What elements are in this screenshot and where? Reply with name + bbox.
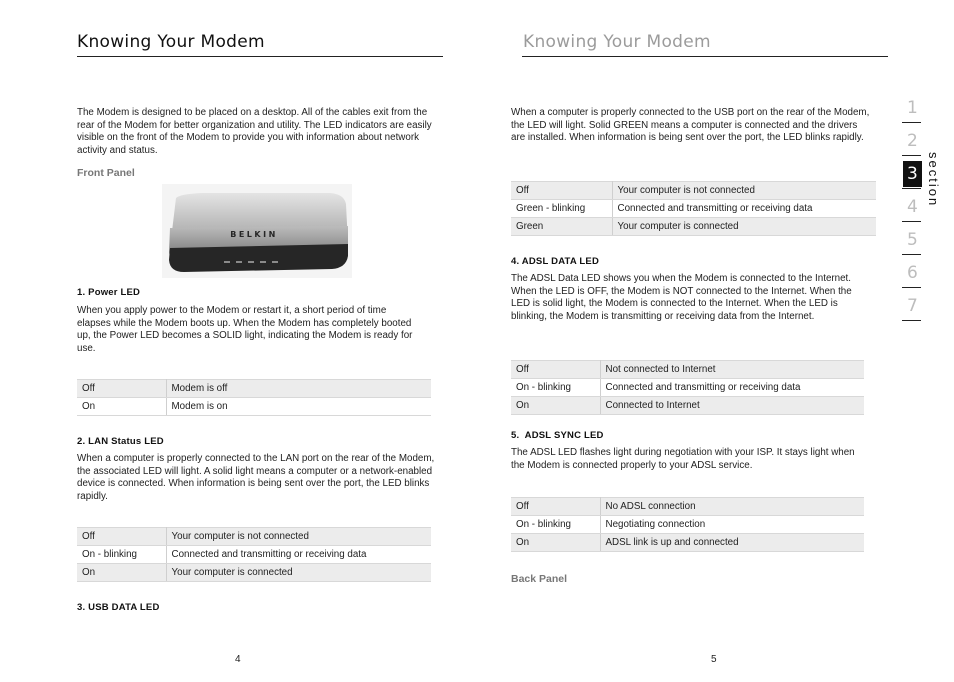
modem-brand-label: BELKIN [230,230,278,239]
led-state-cell: On [511,397,600,415]
right-title-rule [522,56,888,57]
led-meaning-cell: Connected and transmitting or receiving data [166,546,431,564]
led-meaning-cell: No ADSL connection [600,498,864,516]
section-nav [902,90,921,321]
table-row [77,398,431,416]
led-meaning-cell: Your computer is connected [612,218,876,236]
section-tab-6[interactable]: 6 [902,255,921,288]
section-tab-1[interactable]: 1 [902,90,921,123]
led-state-cell: Off [511,361,600,379]
led-state-cell: Off [511,182,612,200]
table-row [77,380,431,398]
lan-led-table [77,527,431,582]
led-state-cell: On - blinking [511,516,600,534]
adsl-sync-led-table [511,497,864,552]
section-tab-2[interactable]: 2 [902,123,921,156]
power-led-text: When you apply power to the Modem or restart it, a short period of time elapses while the Modem boots up. When the Modem has completely booted up, the Power LED becomes a SOLID light, indicating the Modem is ready for use. [77,305,413,354]
left-page-title: Knowing Your Modem [77,32,265,52]
section-tab-4[interactable]: 4 [902,189,921,222]
table-row [77,546,431,564]
usb-led-text: When a computer is properly connected to the USB port on the rear of the Modem, the LED will light. Solid GREEN means a computer is connected and the drivers are installed. When information is being sent over the port, the LED blinks rapidly. [511,107,870,144]
led-meaning-cell: Your computer is connected [166,564,431,582]
table-row [77,528,431,546]
power-led-heading: 1. Power LED [77,287,141,298]
table-row [511,397,864,415]
adsl-data-led-table [511,360,864,415]
led-state-cell: On [77,398,166,416]
table-row [77,564,431,582]
led-meaning-cell: Connected to Internet [600,397,864,415]
adsl-sync-led-text: The ADSL LED flashes light during negotiation with your ISP. It stays light when the Modem is connected properly to your ADSL service. [511,447,855,471]
adsl-sync-led-heading: 5. ADSL SYNC LED [511,430,604,441]
led-meaning-cell: Modem is on [166,398,431,416]
led-meaning-cell: Negotiating connection [600,516,864,534]
led-meaning-cell: Your computer is not connected [166,528,431,546]
table-row [511,379,864,397]
power-led-table [77,379,431,416]
back-panel-label: Back Panel [511,573,568,585]
led-state-cell: On [77,564,166,582]
adsl-data-led-text: The ADSL Data LED shows you when the Modem is connected to the Internet. When the LED is OFF, the Modem is NOT connected to the Internet. When the LED is solid light, the Modem is connected to the Internet. When the LED is blinking, the Modem is transmitting or receiving data from the Internet. [511,273,852,322]
section-tab-3-active[interactable]: 3 [902,156,921,189]
table-row [511,218,876,236]
usb-led-heading: 3. USB DATA LED [77,602,160,613]
led-meaning-cell: Connected and transmitting or receiving data [600,379,864,397]
page-number-right: 5 [711,654,717,665]
table-row [511,182,876,200]
right-page-title: Knowing Your Modem [523,32,711,52]
section-tab-7[interactable]: 7 [902,288,921,321]
table-row [511,516,864,534]
led-state-cell: On - blinking [77,546,166,564]
led-meaning-cell: Connected and transmitting or receiving data [612,200,876,218]
table-row [511,361,864,379]
led-state-cell: Off [511,498,600,516]
lan-led-heading: 2. LAN Status LED [77,436,164,447]
page-number-left: 4 [235,654,241,665]
table-row [511,534,864,552]
table-row [511,498,864,516]
led-state-cell: Off [77,528,166,546]
led-meaning-cell: Your computer is not connected [612,182,876,200]
led-state-cell: On - blinking [511,379,600,397]
led-state-cell: Green [511,218,612,236]
led-state-cell: Green - blinking [511,200,612,218]
usb-led-table [511,181,876,236]
led-state-cell: Off [77,380,166,398]
adsl-data-led-heading: 4. ADSL DATA LED [511,256,599,267]
section-label: section [926,152,941,208]
front-panel-label: Front Panel [77,167,135,179]
lan-led-text: When a computer is properly connected to the LAN port on the rear of the Modem, the associated LED will light. A solid light means a computer or a network-enabled device is connected. When information is being sent over the port, the LED blinks rapidly. [77,453,435,502]
led-meaning-cell: ADSL link is up and connected [600,534,864,552]
table-row [511,200,876,218]
intro-text: The Modem is designed to be placed on a desktop. All of the cables exit from the rear of the Modem for better organization and utility. The LED indicators are easily visible on the front of the Modem to provide you with information about network activity and status. [77,107,432,156]
left-title-rule [77,56,443,57]
section-tab-5[interactable]: 5 [902,222,921,255]
led-state-cell: On [511,534,600,552]
led-meaning-cell: Not connected to Internet [600,361,864,379]
modem-front-image [162,184,352,278]
led-meaning-cell: Modem is off [166,380,431,398]
